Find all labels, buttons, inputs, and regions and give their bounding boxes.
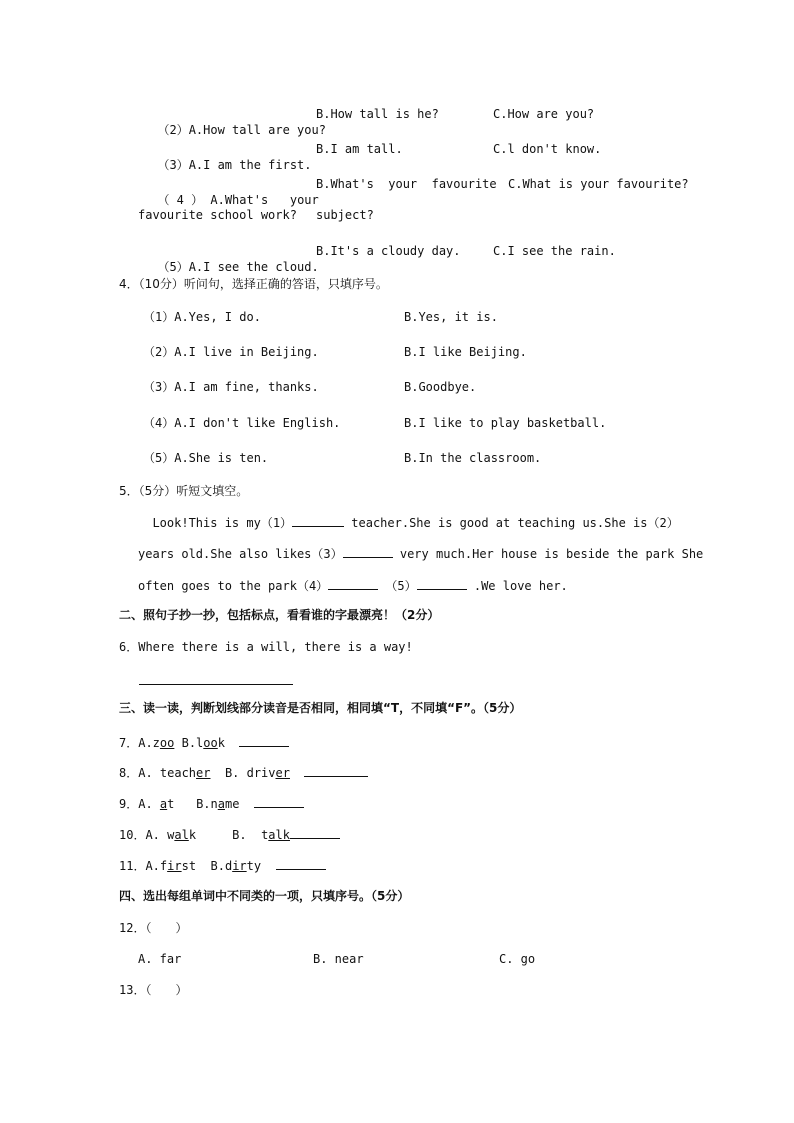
q3-row-3 <box>143 141 312 173</box>
q11-row <box>119 857 326 874</box>
q5-text: .We love her. <box>466 579 568 593</box>
q4-r5-option-a: A.She is ten. <box>174 451 269 465</box>
q10-row <box>119 826 340 843</box>
q7-b-underlined: oo <box>203 736 218 750</box>
q4-r3-option-a: A.I am fine, thanks. <box>174 380 319 394</box>
q3-r3-option-b: B.I am tall. <box>316 142 403 156</box>
q11-a: A.f <box>145 859 168 873</box>
q7-answer-blank[interactable] <box>239 734 289 747</box>
q5-blank-3[interactable] <box>343 545 393 558</box>
q3-r2-option-b: B.How tall is he? <box>316 107 439 121</box>
q11-answer-blank[interactable] <box>276 857 326 870</box>
q3-row-4 <box>143 176 319 208</box>
q5-blank-5[interactable] <box>417 577 467 590</box>
section-2-heading: 二、照句子抄一抄，包括标点，看看谁的字最漂亮！（2分） <box>119 608 440 622</box>
q6-sentence: 6．Where there is a will, there is a way! <box>119 640 413 654</box>
q3-r2-option-c: C.How are you? <box>493 107 595 121</box>
q8-num: 8． <box>119 766 139 780</box>
q8-a <box>210 766 224 780</box>
q4-heading: 4．（10分）听问句，选择正确的答语，只填序号。 <box>119 277 388 291</box>
q9-b: me <box>224 797 240 811</box>
q9-row <box>119 795 304 812</box>
q4-r1-option-a: A.Yes, I do. <box>174 310 261 324</box>
q11-b: ty <box>246 859 262 873</box>
q4-row-4 <box>143 415 340 431</box>
q3-r4-option-c: C.What is your favourite? <box>508 177 689 191</box>
q12-stem[interactable]: 12．（ ） <box>119 921 188 935</box>
q7-a <box>174 736 181 750</box>
q5-blank-4[interactable] <box>328 577 378 590</box>
q7-b: B.l <box>181 736 204 750</box>
q4-row-1 <box>143 309 261 325</box>
q5-blank-1[interactable] <box>292 514 344 527</box>
q4-row-5 <box>143 450 268 466</box>
q5-passage-line-1 <box>138 514 679 531</box>
q5-text: teacher.She is good at teaching us.She is（2） <box>344 516 679 530</box>
q5-text: very much.Her house is beside the park She <box>392 547 704 561</box>
q10-num: 10． <box>119 828 146 842</box>
q4-r1-num: （1） <box>143 310 175 324</box>
q5-text: （5） <box>378 579 417 593</box>
q3-r3-option-c: C.l don't know. <box>493 142 602 156</box>
q7-row <box>119 734 289 751</box>
q3-r4-num: （ 4 ） <box>157 193 204 207</box>
q7-b: k <box>217 736 225 750</box>
q5-text: often goes to the park（4） <box>138 579 329 593</box>
q8-a-underlined: er <box>196 766 211 780</box>
q8-answer-blank[interactable] <box>304 764 368 777</box>
q4-r4-num: （4） <box>143 416 175 430</box>
q3-r5-option-a: A.I see the cloud. <box>188 260 319 274</box>
q8-b: B. driv <box>224 766 276 780</box>
q4-r1-option-b: B.Yes, it is. <box>404 310 498 324</box>
q3-r3-option-a: A.I am the first. <box>188 158 312 172</box>
q11-b: B.d <box>210 859 233 873</box>
section-3-heading: 三、读一读，判断划线部分读音是否相同，相同填“T，不同填“F”。（5分） <box>119 701 522 715</box>
q4-row-3 <box>143 379 319 395</box>
q5-passage-line-2 <box>138 545 703 562</box>
q9-a-underlined: a <box>159 797 168 811</box>
q10-a-underlined: al <box>174 828 189 842</box>
q11-b-underlined: ir <box>232 859 247 873</box>
q4-r2-option-b: B.I like Beijing. <box>404 345 527 359</box>
q5-text: years old.She also likes（3） <box>138 547 343 561</box>
q4-r4-option-a: A.I don't like English. <box>174 416 341 430</box>
q7-num: 7． <box>119 736 139 750</box>
q9-b-underlined: a <box>217 797 225 811</box>
q6-answer-line[interactable] <box>139 684 293 685</box>
q4-r5-option-b: B.In the classroom. <box>404 451 542 465</box>
q12-option-c: C. go <box>499 952 536 966</box>
q3-r5-option-b: B.It's a cloudy day. <box>316 244 461 258</box>
q4-r2-option-a: A.I live in Beijing. <box>174 345 319 359</box>
q3-r2-option-a: A.How tall are you? <box>188 123 326 137</box>
q4-r2-num: （2） <box>143 345 175 359</box>
q8-b-underlined: er <box>275 766 290 780</box>
q9-answer-blank[interactable] <box>254 795 304 808</box>
q10-b-underlined: alk <box>268 828 290 842</box>
q3-r4-option-b-line2: subject? <box>316 208 374 222</box>
q8-a: A. teach <box>138 766 197 780</box>
q4-r5-num: （5） <box>143 451 175 465</box>
q7-a: A.z <box>138 736 160 750</box>
q3-r4-option-a-line2: favourite school work? <box>138 208 297 222</box>
q9-num: 9． <box>119 797 139 811</box>
section-4-heading: 四、选出每组单词中不同类的一项，只填序号。（5分） <box>119 889 410 903</box>
q5-passage-line-3 <box>138 577 568 594</box>
q10-a: A. w <box>145 828 175 842</box>
q9-b: B.n <box>196 797 218 811</box>
q10-answer-blank[interactable] <box>290 826 340 839</box>
q12-option-b: B. near <box>313 952 364 966</box>
q8-row <box>119 764 368 781</box>
q12-option-a: A. far <box>138 952 182 966</box>
q4-r3-num: （3） <box>143 380 175 394</box>
q3-r5-option-c: C.I see the rain. <box>493 244 616 258</box>
q7-a-underlined: oo <box>159 736 175 750</box>
q11-a-underlined: ir <box>167 859 182 873</box>
q3-row-5 <box>143 243 319 275</box>
q4-row-2 <box>143 344 319 360</box>
q3-r5-num: （5） <box>157 260 189 274</box>
q4-r4-option-b: B.I like to play basketball. <box>404 416 607 430</box>
q11-num: 11． <box>119 859 146 873</box>
q3-r4-option-a-line1: A.What's your <box>210 193 319 207</box>
q13-stem[interactable]: 13．（ ） <box>119 983 188 997</box>
q5-text: Look!This is my（1） <box>138 516 293 530</box>
q9-a: t <box>167 797 197 811</box>
q3-r2-num: （2） <box>157 123 189 137</box>
q9-a: A. <box>138 797 160 811</box>
q10-b: B. t <box>232 828 269 842</box>
q10-a: k <box>188 828 233 842</box>
q4-r3-option-b: B.Goodbye. <box>404 380 477 394</box>
q3-r4-option-b-line1: B.What's your favourite <box>316 177 497 191</box>
q11-a: st <box>181 859 211 873</box>
q3-r3-num: （3） <box>157 158 189 172</box>
q3-row-2 <box>143 106 326 138</box>
q5-heading: 5．（5分）听短文填空。 <box>119 484 249 498</box>
